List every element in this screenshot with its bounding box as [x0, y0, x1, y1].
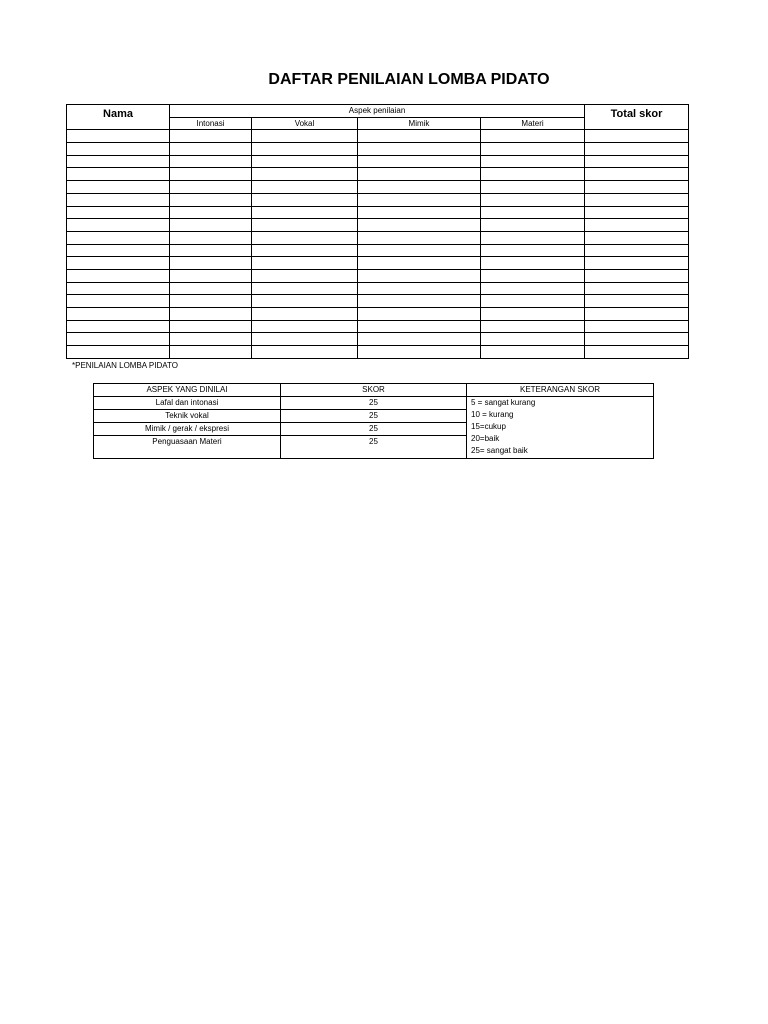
score-entry-cell[interactable]	[252, 155, 358, 168]
score-key-line: 5 = sangat kurang	[471, 398, 536, 407]
score-entry-cell[interactable]	[585, 308, 689, 321]
rubric-score: 25	[281, 423, 467, 436]
score-entry-cell[interactable]	[170, 206, 252, 219]
header-nama: Nama	[67, 105, 170, 130]
rubric-header-aspect: ASPEK YANG DINILAI	[94, 384, 281, 397]
score-entry-cell[interactable]	[481, 282, 585, 295]
score-entry-row	[67, 219, 689, 232]
score-entry-cell[interactable]	[67, 168, 170, 181]
rubric-header-score: SKOR	[281, 384, 467, 397]
score-entry-cell[interactable]	[585, 193, 689, 206]
score-entry-cell[interactable]	[252, 130, 358, 143]
score-entry-cell[interactable]	[481, 231, 585, 244]
score-entry-cell[interactable]	[67, 143, 170, 156]
score-entry-cell[interactable]	[67, 282, 170, 295]
header-materi: Materi	[481, 117, 585, 130]
rubric-aspect: Mimik / gerak / ekspresi	[94, 423, 281, 436]
score-entry-cell[interactable]	[170, 219, 252, 232]
score-key	[467, 397, 654, 459]
score-entry-cell[interactable]	[481, 193, 585, 206]
score-entry-cell[interactable]	[170, 244, 252, 257]
score-entry-cell[interactable]	[67, 269, 170, 282]
score-entry-cell[interactable]	[358, 282, 481, 295]
score-entry-cell[interactable]	[358, 346, 481, 359]
score-entry-cell[interactable]	[358, 193, 481, 206]
score-entry-cell[interactable]	[585, 143, 689, 156]
score-entry-row	[67, 269, 689, 282]
score-entry-cell[interactable]	[252, 320, 358, 333]
table-note: *PENILAIAN LOMBA PIDATO	[72, 361, 178, 370]
score-entry-cell[interactable]	[481, 244, 585, 257]
rubric-header-description: KETERANGAN SKOR	[467, 384, 654, 397]
score-entry-cell[interactable]	[170, 269, 252, 282]
score-entry-cell[interactable]	[170, 231, 252, 244]
score-entry-cell[interactable]	[67, 308, 170, 321]
score-entry-cell[interactable]	[585, 346, 689, 359]
score-entry-cell[interactable]	[358, 295, 481, 308]
score-entry-cell[interactable]	[252, 244, 358, 257]
score-entry-cell[interactable]	[67, 231, 170, 244]
score-entry-cell[interactable]	[170, 346, 252, 359]
score-entry-cell[interactable]	[67, 244, 170, 257]
score-entry-row	[67, 295, 689, 308]
score-entry-cell[interactable]	[481, 308, 585, 321]
score-entry-cell[interactable]	[170, 333, 252, 346]
score-entry-cell[interactable]	[481, 333, 585, 346]
score-entry-cell[interactable]	[252, 282, 358, 295]
score-entry-cell[interactable]	[585, 181, 689, 194]
score-entry-cell[interactable]	[585, 257, 689, 270]
score-key-line: 25= sangat baik	[471, 446, 528, 455]
score-entry-cell[interactable]	[170, 193, 252, 206]
score-entry-row	[67, 206, 689, 219]
score-entry-row	[67, 244, 689, 257]
score-entry-cell[interactable]	[585, 282, 689, 295]
score-entry-cell[interactable]	[67, 206, 170, 219]
score-entry-cell[interactable]	[481, 295, 585, 308]
score-key-line: 10 = kurang	[471, 410, 514, 419]
score-entry-cell[interactable]	[585, 168, 689, 181]
score-entry-cell[interactable]	[481, 143, 585, 156]
score-entry-cell[interactable]	[585, 231, 689, 244]
score-entry-row	[67, 231, 689, 244]
score-entry-cell[interactable]	[358, 320, 481, 333]
score-entry-cell[interactable]	[481, 206, 585, 219]
score-entry-cell[interactable]	[67, 333, 170, 346]
score-entry-cell[interactable]	[585, 269, 689, 282]
score-entry-cell[interactable]	[252, 219, 358, 232]
score-entry-cell[interactable]	[252, 257, 358, 270]
score-entry-cell[interactable]	[67, 155, 170, 168]
score-entry-cell[interactable]	[67, 320, 170, 333]
rubric-aspect: Lafal dan intonasi	[94, 397, 281, 410]
score-entry-row	[67, 181, 689, 194]
score-entry-cell[interactable]	[170, 143, 252, 156]
page-title: DAFTAR PENILAIAN LOMBA PIDATO	[268, 71, 550, 88]
score-entry-cell[interactable]	[252, 333, 358, 346]
score-key-line: 20=baik	[471, 434, 500, 443]
score-entry-cell[interactable]	[252, 269, 358, 282]
score-entry-cell[interactable]	[585, 333, 689, 346]
score-entry-cell[interactable]	[585, 130, 689, 143]
score-entry-cell[interactable]	[358, 257, 481, 270]
score-entry-row	[67, 346, 689, 359]
score-entry-row	[67, 155, 689, 168]
score-entry-cell[interactable]	[481, 269, 585, 282]
score-entry-cell[interactable]	[358, 206, 481, 219]
header-vokal: Vokal	[252, 117, 358, 130]
score-entry-cell[interactable]	[481, 257, 585, 270]
score-entry-row	[67, 143, 689, 156]
score-key-line: 15=cukup	[471, 422, 506, 431]
score-entry-cell[interactable]	[252, 231, 358, 244]
score-entry-row	[67, 257, 689, 270]
score-entry-cell[interactable]	[252, 206, 358, 219]
score-entry-cell[interactable]	[170, 130, 252, 143]
score-entry-cell[interactable]	[585, 206, 689, 219]
score-entry-cell[interactable]	[67, 257, 170, 270]
score-entry-row	[67, 282, 689, 295]
score-entry-cell[interactable]	[170, 282, 252, 295]
score-entry-cell[interactable]	[481, 168, 585, 181]
score-entry-cell[interactable]	[358, 333, 481, 346]
rubric-aspect: Teknik vokal	[94, 410, 281, 423]
score-entry-row	[67, 130, 689, 143]
score-entry-cell[interactable]	[170, 295, 252, 308]
score-entry-cell[interactable]	[358, 155, 481, 168]
score-entry-cell[interactable]	[170, 257, 252, 270]
score-entry-cell[interactable]	[170, 155, 252, 168]
score-entry-cell[interactable]	[67, 181, 170, 194]
score-entry-row	[67, 193, 689, 206]
score-entry-cell[interactable]	[481, 155, 585, 168]
score-entry-cell[interactable]	[67, 346, 170, 359]
score-entry-cell[interactable]	[170, 181, 252, 194]
score-entry-cell[interactable]	[358, 244, 481, 257]
score-entry-cell[interactable]	[358, 219, 481, 232]
score-entry-cell[interactable]	[252, 168, 358, 181]
score-entry-cell[interactable]	[585, 295, 689, 308]
score-entry-cell[interactable]	[67, 295, 170, 308]
score-entry-cell[interactable]	[170, 320, 252, 333]
score-entry-cell[interactable]	[67, 130, 170, 143]
score-entry-row	[67, 168, 689, 181]
rubric-aspect: Penguasaan Materi	[94, 436, 281, 459]
score-entry-cell[interactable]	[358, 181, 481, 194]
rubric-score: 25	[281, 397, 467, 410]
score-entry-cell[interactable]	[481, 181, 585, 194]
score-entry-cell[interactable]	[67, 193, 170, 206]
score-entry-cell[interactable]	[481, 130, 585, 143]
score-entry-cell[interactable]	[358, 168, 481, 181]
header-intonasi: Intonasi	[170, 117, 252, 130]
score-entry-cell[interactable]	[358, 231, 481, 244]
score-entry-cell[interactable]	[481, 219, 585, 232]
score-entry-cell[interactable]	[252, 308, 358, 321]
header-mimik: Mimik	[358, 117, 481, 130]
score-entry-cell[interactable]	[170, 168, 252, 181]
score-entry-cell[interactable]	[358, 269, 481, 282]
score-entry-cell[interactable]	[481, 320, 585, 333]
score-entry-cell[interactable]	[252, 181, 358, 194]
score-entry-cell[interactable]	[252, 295, 358, 308]
score-entry-cell[interactable]	[67, 219, 170, 232]
rubric-score: 25	[281, 436, 467, 459]
header-total-skor: Total skor	[585, 105, 689, 130]
score-entry-cell[interactable]	[585, 320, 689, 333]
score-entry-cell[interactable]	[585, 155, 689, 168]
score-entry-cell[interactable]	[252, 193, 358, 206]
score-entry-row	[67, 333, 689, 346]
score-entry-cell[interactable]	[481, 346, 585, 359]
score-entry-cell[interactable]	[252, 346, 358, 359]
score-entry-cell[interactable]	[252, 143, 358, 156]
rubric-table	[93, 383, 654, 459]
rubric-score: 25	[281, 410, 467, 423]
score-entry-row	[67, 320, 689, 333]
header-aspek-penilaian: Aspek penilaian	[170, 105, 585, 118]
score-entry-cell[interactable]	[585, 219, 689, 232]
score-entry-cell[interactable]	[170, 308, 252, 321]
score-entry-cell[interactable]	[358, 308, 481, 321]
score-entry-row	[67, 308, 689, 321]
score-entry-cell[interactable]	[358, 143, 481, 156]
score-entry-cell[interactable]	[585, 244, 689, 257]
score-table	[66, 104, 689, 359]
score-entry-cell[interactable]	[358, 130, 481, 143]
